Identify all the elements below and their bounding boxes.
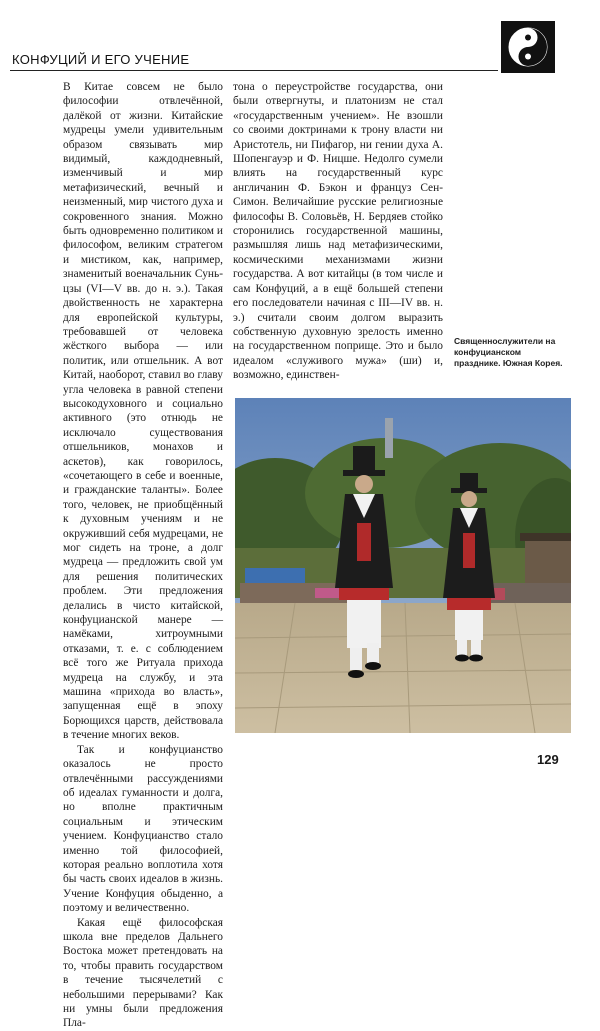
ceremony-photo: [235, 398, 571, 733]
paragraph: Какая ещё философская школа вне пределов Дальнего Востока может претендовать на то, чтобы править государством в течение тысячелетий с небольшими перерывами? Как ни умны были предложения Пла-: [63, 916, 223, 1030]
text-column-right: [233, 80, 443, 383]
header-rule: [10, 70, 498, 71]
page-number: 129: [537, 752, 559, 767]
paragraph: тона о переустройстве государства, они были отвергнуты, и платонизм не стал «государственным учением». Не взошли со своими доктринами к трону власти ни Аристотель, ни Пифагор, ни гении духа А. Шопенгауэр и Ф. Ницше. Недолго сумели влиять на государственный курс англичанин Ф. Бэкон и француз Сен-Симон. Величайшие русские религиозные философы В. Соловьёв, Н. Бердяев стойко сторонились государственной машины, размышляя лишь над метафизическими, космическими механизмами жизни государства. А вот китайцы (в том числе и сам Конфуций, а в ещё большей степени его последователи начиная с III—IV вв. н. э.) считали своим долгом выразить собственную духовную зрелость именно на государственном поприще. Это и было идеалом «служивого мужа» (ши) и, возможно, единствен-: [233, 81, 443, 382]
paragraph: Так и конфуцианство оказалось не просто отвлечёнными рассуждениями об идеалах гуманности и долга, но вполне практичным социальным и этическим учением. Конфуцианство стало именно той философией, которая реально воплотила хотя бы часть своих идеалов в жизнь. Учение Конфуция обыденно, а поэтому и величественно.: [63, 743, 223, 915]
text-column-left: [63, 80, 223, 1031]
paragraph: В Китае совсем не было философии отвлечённой, далёкой от жизни. Китайские мудрецы умели удивительным образом связывать мир видимый, каждодневный, изменчивый и мир метафизический, вечный и неизменный, мир чистого духа и сокровенного знания. Можно быть одновременно политиком и философом, великим стратегом и мистиком, как, например, знаменитый военачальник Сунь-цзы (VI—V вв. до н. э.). Такая двойственность не характерна для европейской культуры, требовавшей от человека жёсткого выбора — или политик, или отшельник. А вот Китай, наоборот, ставил во главу угла человека в равной степени высокодуховного и социально активного (это отнюдь не исключало существования отшельников, монахов и аскетов), как говорилось, «сочетающего в себе и военные, и гражданские таланты». Более того, человек, не приобщённый к духовным учениям и не окруживший себя мудрецами, не мог сидеть на троне, а долг мудреца — предложить свой ум для решения политических проблем. Эти предложения делались в чисто китайской, конфуцианской манере — намёками, хитроумными отказами, т. е. с соблюдением всё того же Ритуала прихода мудреца на службу, и эта машина «прихода во власть», запущенная ещё в эпоху Борющихся царств, действовала в течение многих веков.: [63, 81, 223, 742]
running-header: КОНФУЦИЙ И ЕГО УЧЕНИЕ: [12, 52, 190, 67]
header-logo: [501, 21, 555, 73]
photo-caption: Священнослужители на конфуцианском празднике. Южная Корея.: [454, 336, 563, 368]
ceremony-photo-illustration: [235, 398, 571, 733]
yin-yang-icon: [506, 25, 550, 69]
